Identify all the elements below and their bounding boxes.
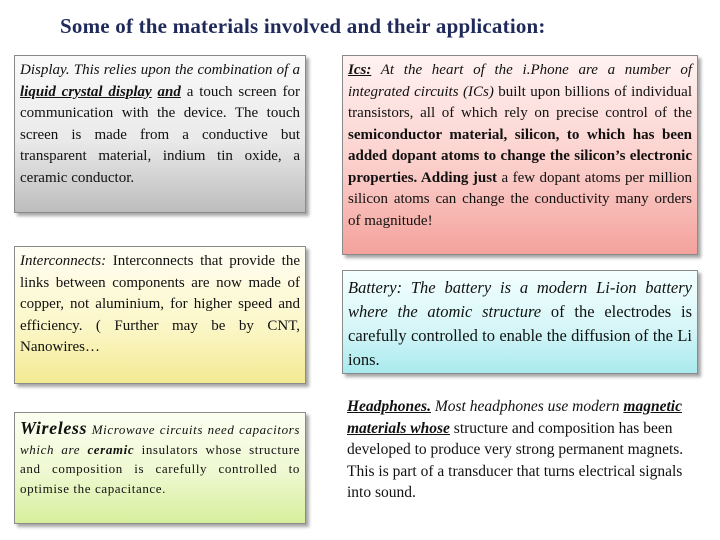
battery-heading: Battery:	[348, 278, 403, 297]
display-box	[14, 55, 306, 213]
ics-bold-text: semiconductor material, silicon, to which has been added dopant atoms to change the silicon’s electronic properties. Adding just	[348, 126, 692, 186]
ics-heading: Ics:	[348, 62, 372, 78]
headphones-heading: Headphones.	[347, 398, 431, 415]
headphones-box	[342, 392, 698, 532]
wireless-text: Wireless Microwave circuits need capacitors which are ceramic insulators whose structure and composition is carefully controlled to optimise the capacitance.	[20, 418, 300, 496]
lcd-term: liquid crystal display	[20, 83, 152, 100]
interconnects-text: Interconnects: Interconnects that provide the links between components are now made of copper, not aluminium, for higher speed and efficiency. ( Further may be by CNT, Nanowires…	[20, 253, 300, 355]
wireless-heading: Wireless	[20, 418, 88, 438]
headphones-text: Headphones. Most headphones use modern magnetic materials whose structure and composition has been developed to produce very strong permanent magnets. This is part of a transducer that turns electrical signals into sound.	[347, 398, 684, 501]
battery-box	[342, 270, 698, 374]
battery-text: Battery: The battery is a modern Li-ion battery where the atomic structure of the electrodes is carefully controlled to enable the diffusion of the Li ions.	[348, 278, 692, 369]
magnetic-term: magnetic materials whose	[347, 398, 682, 437]
display-text: Display. This relies upon the combination of a liquid crystal display and a touch screen for communication with the device. The touch screen is made from a conductive but transparent material, indium tin oxide, a ceramic conductor.	[20, 62, 301, 186]
page-title: Some of the materials involved and their application:	[60, 14, 546, 38]
wireless-box	[14, 412, 306, 524]
interconnects-heading: Interconnects:	[20, 253, 107, 269]
display-heading: Display.	[20, 62, 70, 78]
ics-text: Ics: At the heart of the i.Phone are a number of integrated circuits (ICs) built upon billions of individual transistors, all of which rely on precise control of the semiconductor material, silicon, to which has been added dopant atoms to change the silicon’s electronic properties. Adding just a few dopant atoms per million silicon atoms can change the conductivity many orders of magnitude!	[348, 62, 692, 229]
interconnects-box	[14, 246, 306, 384]
ics-box	[342, 55, 698, 255]
ceramic-term: ceramic	[87, 441, 135, 457]
